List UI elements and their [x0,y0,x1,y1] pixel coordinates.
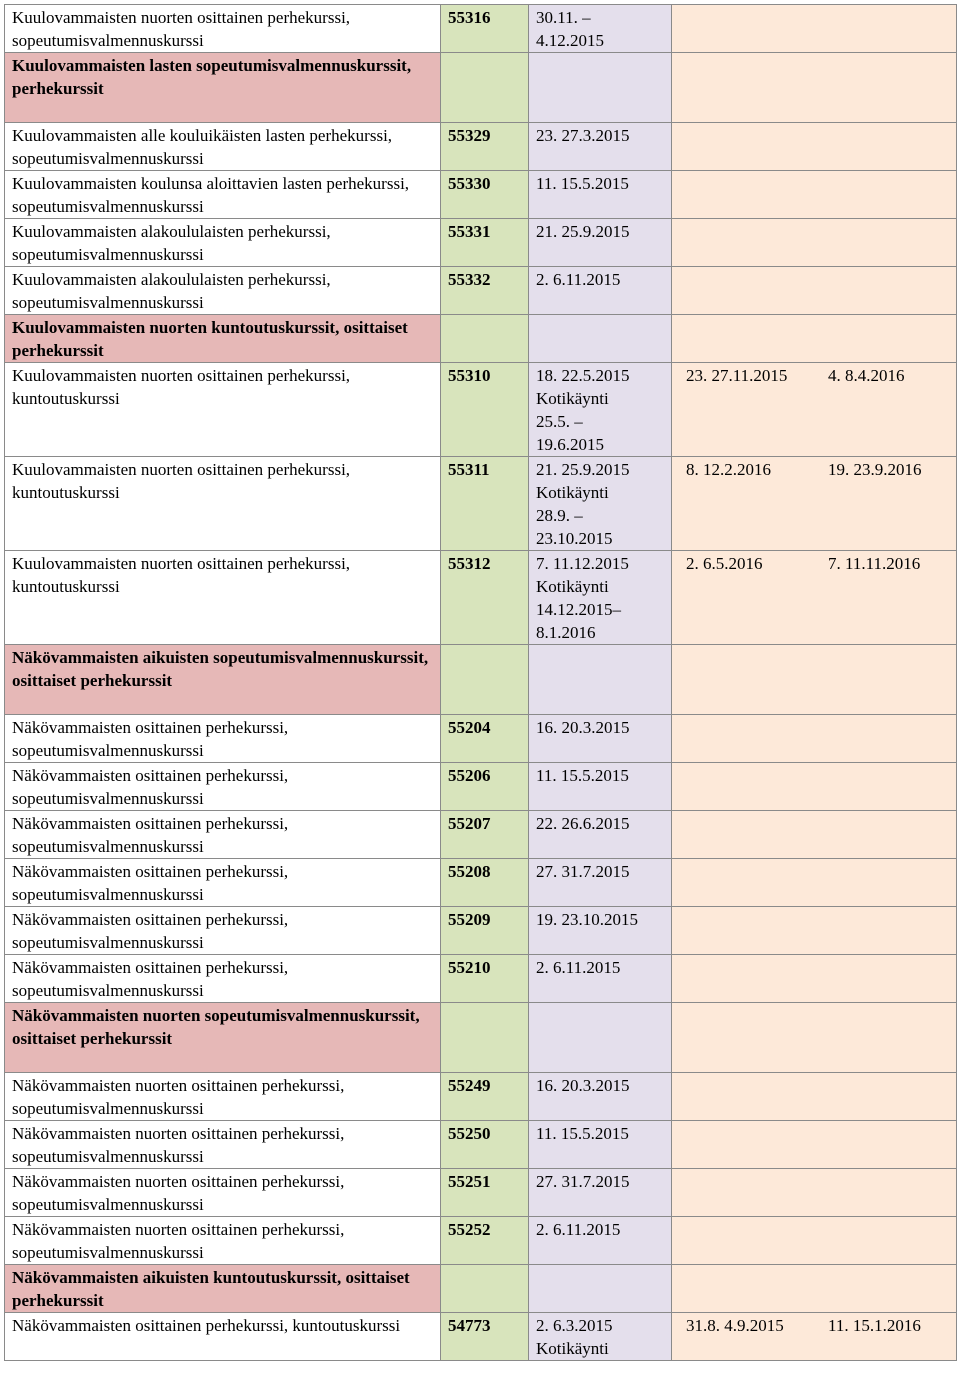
course-code: 55209 [441,907,529,955]
course-dates [529,1169,672,1217]
later-periods [672,53,957,123]
section-heading: Kuulovammaisten lasten sopeutumisvalmennuskurssit, perhekurssit [5,53,441,123]
later-periods [672,1003,957,1073]
later-periods [672,219,957,267]
course-name: Kuulovammaisten nuorten osittainen perhekurssi, kuntoutuskurssi [5,457,441,551]
third-period [828,552,949,575]
course-row [5,763,957,811]
course-row [5,267,957,315]
course-row [5,457,957,551]
date-line: 30.11. – [536,8,591,27]
course-row [5,219,957,267]
course-code [441,645,529,715]
course-code: 55316 [441,5,529,53]
section-heading: Näkövammaisten aikuisten sopeutumisvalmennuskurssit, osittaiset perhekurssit [5,645,441,715]
later-periods [672,715,957,763]
course-dates [529,123,672,171]
course-code: 55310 [441,363,529,457]
course-code [441,315,529,363]
period-date: 4. 8.4.2016 [828,366,905,385]
course-name: Kuulovammaisten koulunsa aloittavien lasten perhekurssi, sopeutumisvalmennuskurssi [5,171,441,219]
course-name: Näkövammaisten osittainen perhekurssi, sopeutumisvalmennuskurssi [5,955,441,1003]
section-heading: Kuulovammaisten nuorten kuntoutuskurssit, osittaiset perhekurssit [5,315,441,363]
course-row [5,5,957,53]
section-heading-row [5,1003,957,1073]
later-periods [672,123,957,171]
later-periods [672,551,957,645]
course-dates [529,859,672,907]
date-line: 11. 15.5.2015 [536,174,629,193]
second-period [679,1314,828,1337]
course-code: 55207 [441,811,529,859]
course-code: 55251 [441,1169,529,1217]
course-dates [529,715,672,763]
course-dates [529,1217,672,1265]
third-period [828,458,949,481]
course-dates [529,763,672,811]
course-name: Kuulovammaisten nuorten osittainen perhekurssi, kuntoutuskurssi [5,551,441,645]
course-name: Näkövammaisten osittainen perhekurssi, sopeutumisvalmennuskurssi [5,715,441,763]
course-code [441,1003,529,1073]
date-line: Kotikäynti [536,1339,609,1358]
period-date: 11. 15.1.2016 [828,1316,921,1335]
later-periods [672,267,957,315]
course-dates [529,1121,672,1169]
date-line: 4.12.2015 [536,31,604,50]
course-row [5,1217,957,1265]
period-date: 31.8. 4.9.2015 [686,1316,784,1335]
course-dates [529,1003,672,1073]
course-code: 55312 [441,551,529,645]
course-name: Näkövammaisten nuorten osittainen perhekurssi, sopeutumisvalmennuskurssi [5,1217,441,1265]
course-row [5,907,957,955]
course-row [5,363,957,457]
later-periods [672,1265,957,1313]
course-name: Kuulovammaisten nuorten osittainen perhekurssi, kuntoutuskurssi [5,363,441,457]
course-code: 55249 [441,1073,529,1121]
date-line: 21. 25.9.2015 [536,460,630,479]
course-table-body [5,5,957,1361]
course-name: Kuulovammaisten alle kouluikäisten lasten perhekurssi, sopeutumisvalmennuskurssi [5,123,441,171]
second-period [679,552,828,575]
section-heading: Näkövammaisten aikuisten kuntoutuskurssit, osittaiset perhekurssit [5,1265,441,1313]
second-period [679,458,828,481]
course-row [5,811,957,859]
date-line: 16. 20.3.2015 [536,1076,630,1095]
course-dates [529,1313,672,1361]
date-line: 19. 23.10.2015 [536,910,638,929]
course-code: 55206 [441,763,529,811]
section-heading-row [5,53,957,123]
date-line: 14.12.2015– [536,600,621,619]
course-dates [529,907,672,955]
period-date: 23. 27.11.2015 [686,366,788,385]
later-periods [672,907,957,955]
course-code: 55329 [441,123,529,171]
course-dates [529,1073,672,1121]
later-periods [672,859,957,907]
course-row [5,715,957,763]
later-periods [672,1169,957,1217]
course-code: 55208 [441,859,529,907]
course-code: 55252 [441,1217,529,1265]
date-line: 21. 25.9.2015 [536,222,630,241]
section-heading-row [5,645,957,715]
date-line: 28.9. – [536,506,583,525]
course-row [5,1073,957,1121]
course-name: Kuulovammaisten alakoululaisten perhekurssi, sopeutumisvalmennuskurssi [5,219,441,267]
date-line: 2. 6.11.2015 [536,958,621,977]
course-name: Näkövammaisten osittainen perhekurssi, sopeutumisvalmennuskurssi [5,859,441,907]
course-dates [529,645,672,715]
third-period [828,1314,949,1337]
course-code: 55311 [441,457,529,551]
date-line: 18. 22.5.2015 [536,366,630,385]
course-name: Kuulovammaisten alakoululaisten perhekurssi, sopeutumisvalmennuskurssi [5,267,441,315]
course-dates [529,955,672,1003]
course-code: 55332 [441,267,529,315]
later-periods [672,363,957,457]
section-heading: Näkövammaisten nuorten sopeutumisvalmennuskurssit, osittaiset perhekurssit [5,1003,441,1073]
course-name: Kuulovammaisten nuorten osittainen perhekurssi, sopeutumisvalmennuskurssi [5,5,441,53]
course-dates [529,171,672,219]
later-periods [672,1121,957,1169]
date-line: Kotikäynti [536,483,609,502]
course-code: 55330 [441,171,529,219]
later-periods [672,315,957,363]
course-name: Näkövammaisten osittainen perhekurssi, sopeutumisvalmennuskurssi [5,907,441,955]
section-heading-row [5,315,957,363]
period-date: 19. 23.9.2016 [828,460,922,479]
course-code: 55250 [441,1121,529,1169]
later-periods [672,171,957,219]
period-date: 2. 6.5.2016 [686,554,763,573]
course-name: Näkövammaisten osittainen perhekurssi, sopeutumisvalmennuskurssi [5,811,441,859]
course-row [5,171,957,219]
later-periods [672,1217,957,1265]
course-code: 55204 [441,715,529,763]
date-line: 11. 15.5.2015 [536,766,629,785]
course-code [441,53,529,123]
date-line: 27. 31.7.2015 [536,1172,630,1191]
date-line: 19.6.2015 [536,435,604,454]
date-line: 27. 31.7.2015 [536,862,630,881]
date-line: 2. 6.11.2015 [536,270,621,289]
section-heading-row [5,1265,957,1313]
course-name: Näkövammaisten nuorten osittainen perhekurssi, sopeutumisvalmennuskurssi [5,1169,441,1217]
course-name: Näkövammaisten nuorten osittainen perhekurssi, sopeutumisvalmennuskurssi [5,1073,441,1121]
course-dates [529,53,672,123]
later-periods [672,811,957,859]
date-line: Kotikäynti [536,577,609,596]
course-row [5,1169,957,1217]
date-line: 25.5. – [536,412,583,431]
course-row [5,1121,957,1169]
course-row [5,859,957,907]
course-row [5,123,957,171]
later-periods [672,1073,957,1121]
third-period [828,364,949,387]
course-dates [529,5,672,53]
date-line: 7. 11.12.2015 [536,554,629,573]
later-periods [672,457,957,551]
course-name: Näkövammaisten nuorten osittainen perhekurssi, sopeutumisvalmennuskurssi [5,1121,441,1169]
date-line: 8.1.2016 [536,623,596,642]
course-dates [529,315,672,363]
course-code: 55331 [441,219,529,267]
course-dates [529,551,672,645]
date-line: 23. 27.3.2015 [536,126,630,145]
second-period [679,364,828,387]
later-periods [672,645,957,715]
date-line: 16. 20.3.2015 [536,718,630,737]
period-date: 7. 11.11.2016 [828,554,921,573]
date-line: 23.10.2015 [536,529,613,548]
course-schedule-table [4,4,957,1361]
course-code: 54773 [441,1313,529,1361]
course-row [5,551,957,645]
course-name: Näkövammaisten osittainen perhekurssi, sopeutumisvalmennuskurssi [5,763,441,811]
course-code: 55210 [441,955,529,1003]
course-dates [529,219,672,267]
course-dates [529,363,672,457]
course-dates [529,811,672,859]
period-date: 8. 12.2.2016 [686,460,771,479]
later-periods [672,1313,957,1361]
later-periods [672,5,957,53]
date-line: Kotikäynti [536,389,609,408]
course-dates [529,457,672,551]
course-row [5,1313,957,1361]
date-line: 11. 15.5.2015 [536,1124,629,1143]
date-line: 2. 6.11.2015 [536,1220,621,1239]
course-dates [529,1265,672,1313]
date-line: 22. 26.6.2015 [536,814,630,833]
date-line: 2. 6.3.2015 [536,1316,613,1335]
course-dates [529,267,672,315]
course-row [5,955,957,1003]
course-code [441,1265,529,1313]
later-periods [672,763,957,811]
later-periods [672,955,957,1003]
course-name: Näkövammaisten osittainen perhekurssi, kuntoutuskurssi [5,1313,441,1361]
